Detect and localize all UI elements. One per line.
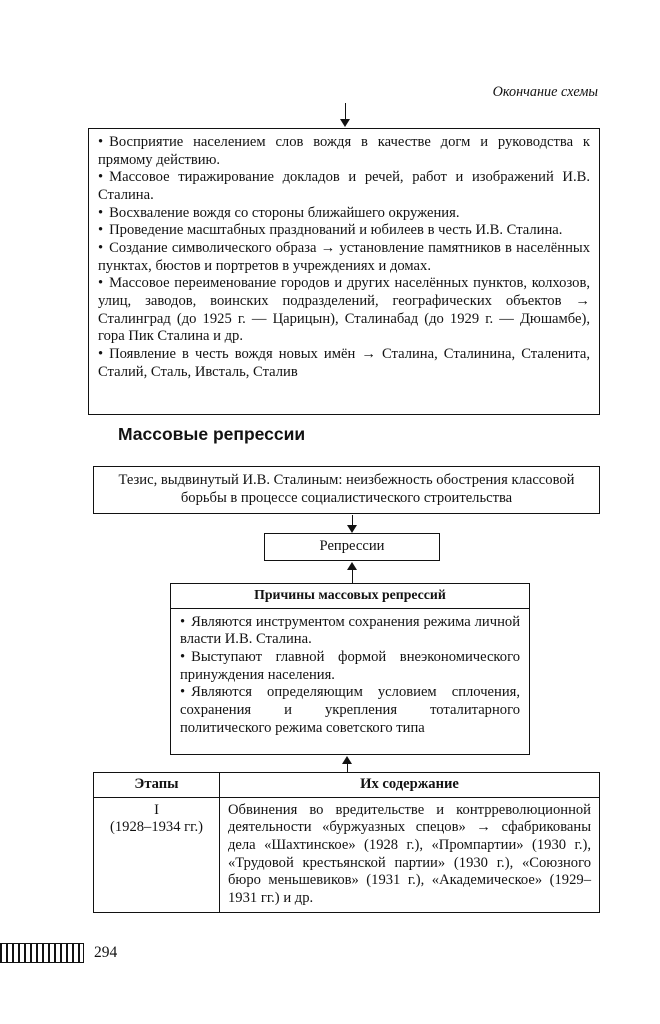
stage-cell xyxy=(94,797,220,912)
arrow-shaft xyxy=(352,570,353,583)
list-item-text: Являются инструментом сохранения режима личной власти И.В. Сталина. xyxy=(180,613,520,648)
arrow-shaft xyxy=(345,103,346,119)
arrow-head xyxy=(347,562,357,570)
list-item xyxy=(180,614,520,649)
repressions-box xyxy=(264,533,440,561)
thesis-text: Тезис, выдвинутый И.В. Сталиным: неизбежность обострения классовой борьбы в процессе социалистического строительства xyxy=(118,472,575,506)
list-item xyxy=(98,275,590,346)
bullet-icon: • xyxy=(98,275,104,292)
list-item-text: Появление в честь вождя новых имён → Сталина, Сталинина, Сталенита, Сталий, Сталь, Ивсталь, Сталив xyxy=(98,345,590,380)
bullet-icon: • xyxy=(98,134,104,150)
arrow-shaft xyxy=(347,764,348,772)
table-header-row xyxy=(94,773,600,798)
list-item xyxy=(98,169,590,204)
list-item-text: Являются определяющим условием сплочения, сохранения и укрепления тоталитарного политического режима советского типа xyxy=(180,684,520,736)
stages-table xyxy=(93,772,600,913)
section-title: Массовые репрессии xyxy=(118,424,306,444)
arrow-head xyxy=(340,119,350,127)
list-item xyxy=(98,346,590,381)
barcode-decoration xyxy=(0,943,84,963)
list-item-text: Восхваление вождя со стороны ближайшего окружения. xyxy=(109,204,460,221)
stage-number: I xyxy=(154,801,159,818)
list-item-text: Проведение масштабных празднований и юбилеев в честь И.В. Сталина. xyxy=(109,222,563,239)
list-item xyxy=(98,134,590,169)
list-item-text: Восприятие населением слов вождя в качестве догм и руководства к прямому действию. xyxy=(98,134,590,168)
column-header-content: Их содержание xyxy=(220,773,600,798)
bullet-icon: • xyxy=(98,239,104,256)
causes-title: Причины массовых репрессий xyxy=(171,584,529,609)
thesis-box xyxy=(93,466,600,514)
bullet-icon: • xyxy=(98,204,104,221)
arrow-up-icon xyxy=(346,562,358,583)
page-number: 294 xyxy=(94,944,118,961)
arrow-head xyxy=(342,756,352,764)
bullet-icon: • xyxy=(98,169,104,186)
arrow-head xyxy=(347,525,357,533)
bullet-icon: • xyxy=(180,613,186,630)
list-item-text: Массовое переименование городов и других населённых пунктов, колхозов, улиц, заводов, воинских подразделений, географических объектов → Сталинград (до 1925 г. — Царицын), Сталинабад (до 1929 г. — Дюшамбе), гора Пик Сталина и др. xyxy=(98,275,590,345)
cult-of-personality-box xyxy=(88,128,600,415)
arrow-up-icon xyxy=(341,756,353,772)
list-item xyxy=(98,222,590,240)
bullet-icon: • xyxy=(98,222,104,239)
bullet-icon: • xyxy=(180,684,186,701)
stage-years: (1928–1934 гг.) xyxy=(109,819,203,836)
list-item xyxy=(180,684,520,737)
list-item xyxy=(180,649,520,684)
list-item xyxy=(98,205,590,223)
schema-end-note: Окончание схемы xyxy=(492,84,598,100)
bullet-icon: • xyxy=(180,649,186,665)
column-header-stages: Этапы xyxy=(94,773,220,798)
arrow-shaft xyxy=(352,515,353,525)
repressions-label: Репрессии xyxy=(319,538,385,555)
list-item-text: Массовое тиражирование докладов и речей, работ и изображений И.В. Сталина. xyxy=(98,169,590,203)
causes-box xyxy=(170,583,530,755)
arrow-down-icon xyxy=(346,515,358,533)
list-item-text: Выступают главной формой внеэкономического принуждения населения. xyxy=(180,649,520,683)
causes-body xyxy=(171,609,529,742)
list-item-text: Создание символического образа → установление памятников в населённых пунктах, бюстов и портретов в учреждениях и домах. xyxy=(98,239,590,274)
content-cell: Обвинения во вредительстве и контрреволюционной деятельности «буржуазных спецов» → сфабрикованы дела «Шахтинское» (1928 г.), «Промпартии» (1930 г.), «Трудовой крестьянской партии» (1930 г.), «Союзного бюро меньшевиков» (1931 г.), «Академическое» (1929–1931 гг.) и др. xyxy=(220,797,600,912)
arrow-down-icon xyxy=(339,103,351,127)
list-item xyxy=(98,240,590,275)
table-row xyxy=(94,797,600,912)
bullet-icon: • xyxy=(98,345,104,362)
